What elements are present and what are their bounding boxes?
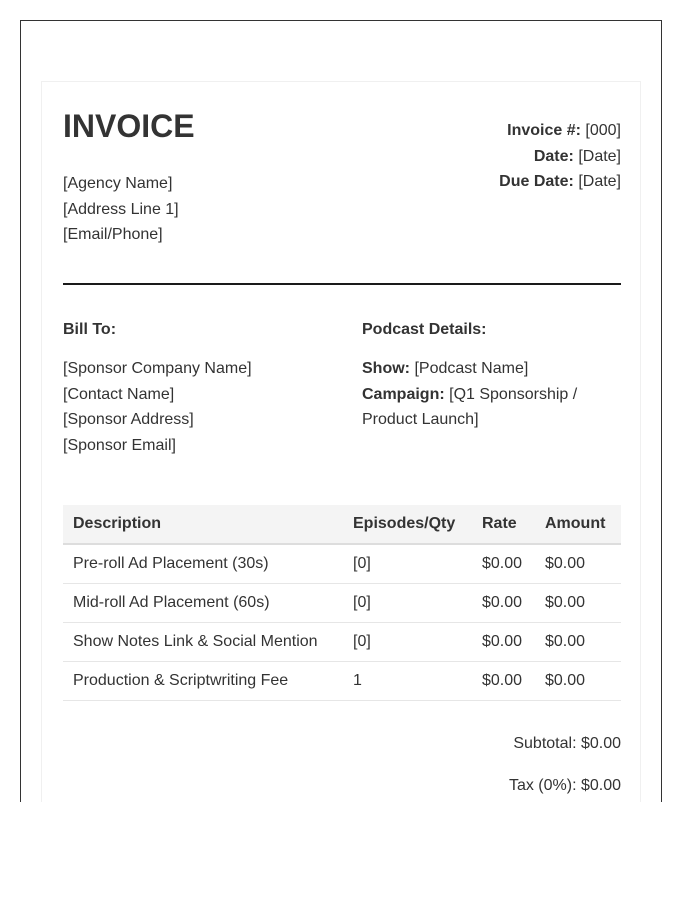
campaign-value: [Q1 Sponsorship / Product Launch] — [362, 385, 578, 428]
cell-amount: $0.00 — [535, 583, 621, 622]
cell-description: Production & Scriptwriting Fee — [63, 661, 343, 700]
due-date-value: [Date] — [578, 173, 621, 190]
cell-qty: [0] — [343, 622, 472, 661]
show-value: [Podcast Name] — [414, 360, 529, 377]
bill-to-section — [63, 320, 323, 458]
document-frame — [20, 20, 662, 802]
cell-rate: $0.00 — [472, 583, 535, 622]
campaign-label: Campaign: — [362, 385, 445, 403]
agency-address: [Address Line 1] — [63, 200, 179, 218]
cell-rate: $0.00 — [472, 544, 535, 583]
cell-amount: $0.00 — [535, 661, 621, 700]
cell-description: Mid-roll Ad Placement (60s) — [63, 583, 343, 622]
agency-contact: [Email/Phone] — [63, 226, 163, 243]
column-header-description: Description — [63, 505, 343, 544]
invoice-content — [63, 108, 621, 794]
totals-section — [509, 734, 621, 802]
table-row — [63, 622, 621, 661]
cell-amount: $0.00 — [535, 544, 621, 583]
sponsor-email: [Sponsor Email] — [63, 436, 176, 454]
due-date-line — [499, 169, 621, 195]
table-header-row — [63, 505, 621, 544]
subtotal: Subtotal: $0.00 — [513, 735, 621, 752]
podcast-details-heading: Podcast Details: — [362, 321, 487, 338]
agency-name: [Agency Name] — [63, 175, 173, 192]
cell-qty: [0] — [343, 583, 472, 622]
cell-description: Show Notes Link & Social Mention — [63, 622, 343, 661]
table-row — [63, 583, 621, 622]
invoice-page — [41, 81, 641, 802]
show-line — [362, 356, 622, 382]
invoice-number-line — [499, 118, 621, 144]
table-row — [63, 661, 621, 700]
table-row — [63, 544, 621, 583]
invoice-title: INVOICE — [63, 108, 195, 144]
invoice-meta — [499, 118, 621, 195]
due-date-label: Due Date: — [499, 173, 574, 190]
cell-description: Pre-roll Ad Placement (30s) — [63, 544, 343, 583]
invoice-header — [63, 108, 621, 284]
sponsor-address: [Sponsor Address] — [63, 411, 194, 428]
cell-qty: [0] — [343, 544, 472, 583]
cell-amount: $0.00 — [535, 622, 621, 661]
invoice-date-value: [Date] — [578, 147, 621, 165]
agency-info — [63, 171, 179, 248]
column-header-qty: Episodes/Qty — [343, 505, 472, 544]
invoice-number-value: [000] — [585, 122, 621, 139]
sponsor-company: [Sponsor Company Name] — [63, 360, 252, 377]
cell-rate: $0.00 — [472, 661, 535, 700]
column-header-rate: Rate — [472, 505, 535, 544]
cell-qty: 1 — [343, 661, 472, 700]
invoice-date-line — [499, 144, 621, 170]
invoice-number-label: Invoice #: — [507, 122, 581, 139]
campaign-line — [362, 382, 622, 433]
invoice-date-label: Date: — [533, 147, 574, 165]
cell-rate: $0.00 — [472, 622, 535, 661]
line-items-table — [63, 505, 621, 701]
sponsor-contact: [Contact Name] — [63, 385, 175, 403]
header-divider — [63, 283, 621, 285]
show-label: Show: — [362, 360, 410, 377]
podcast-details-section — [362, 320, 622, 433]
bill-to-heading: Bill To: — [63, 321, 117, 338]
column-header-amount: Amount — [535, 505, 621, 544]
tax-total: Tax (0%): $0.00 — [508, 777, 621, 794]
